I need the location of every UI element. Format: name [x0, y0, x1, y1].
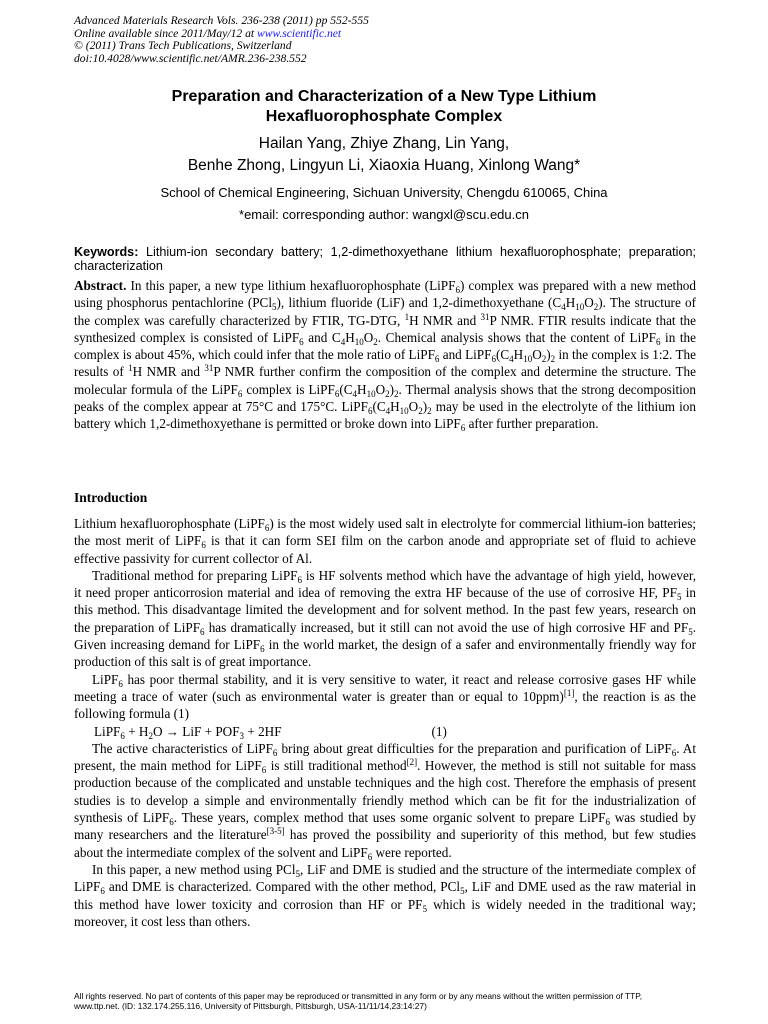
citation-ref[interactable]: [3-5] — [266, 826, 285, 837]
paper-title: Preparation and Characterization of a New Type Lithium Hexafluorophosphate Complex — [171, 88, 597, 125]
introduction-body — [74, 515, 696, 930]
copyright-line: © (2011) Trans Tech Publications, Switzerland — [74, 39, 292, 53]
rights-notice: All rights reserved. No part of contents of this paper may be reproduced or transmitted in any form or by any means without the written permission of TTP, — [74, 991, 643, 1001]
citation-ref[interactable]: [1] — [563, 687, 575, 698]
citation-ref[interactable]: [2] — [406, 757, 418, 768]
journal-info: Advanced Materials Research Vols. 236-238 (2011) pp 552-555 — [74, 14, 369, 27]
paragraph: In this paper, a new method using PCl$_5$, LiF and DME is studied and the structure of the intermediate complex of LiPF$_6$ and DME is characterized. Compared with the other method, PCl$_5$, LiF and DME used as the raw material in this method have lower toxicity and corrosion than HF or $PF_5$ which is widely needed in the traditional way; moreover, it cost less than others. — [74, 861, 696, 929]
abstract-label: Abstract. — [74, 278, 127, 293]
equation-number: (1) — [431, 723, 447, 739]
paragraph: Traditional method for preparing LiPF$_6$ is HF solvents method which have the advantage of high yield, however, it need proper anticorrosion material and idea of removing the extra HF because of the use of corrosive HF, $PF_5$ in this method. This disadvantage limited the development and for solvent method. In the past few years, research on the preparation of LiPF$_6$ has dramatically increased, but it still can not avoid the use of high corrosive HF and $PF_5$. Given increasing demand for LiPF$_6$ in the world market, the design of a safer and environmentally friendly way for production of this salt is of great importance. — [74, 567, 697, 670]
keywords-label: Keywords: — [74, 245, 139, 259]
publication-header — [74, 15, 369, 65]
paragraph: LiPF$_6$ has poor thermal stability, and it is very sensitive to water, it react and release corrosive gases HF while meeting a trace of water (such as environmental water is greater than or equal to 10ppm)[1], the reaction is as the following formula (1) — [74, 671, 696, 722]
section-heading-introduction: Introduction — [74, 490, 148, 505]
corresponding-email: *email: corresponding author: wangxl@scu.edu.cn — [239, 207, 529, 222]
author-list: Hailan Yang, Zhiye Zhang, Lin Yang, Benhe Zhong, Lingyun Li, Xiaoxia Huang, Xinlong Wang* — [187, 135, 581, 174]
abstract: Abstract. In this paper, a new type lithium hexafluorophosphate (LiPF$_6$) complex was prepared with a new method using phosphorus pentachlorine (PCl$_5$), lithium fluoride (LiF) and 1,2-dimethoxyethane $(C_4H_{10}O_2)$. The structure of the complex was carefully characterized by FTIR, TG-DTG, $^1$H NMR and $^{31}$P NMR. FTIR results indicate that the synthesized complex is consisted of LiPF$_6$ and $C_4H_{10}O_2$. Chemical analysis shows that the content of LiPF$_6$ in the complex is about 45%, which could infer that the mole ratio of LiPF$_6$ and $LiPF_6(C_4H_{10}O_2)_2$ in the complex is 1:2. The results of $^1$H NMR and $^{31}$P NMR further confirm the composition of the complex and determine the structure. The molecular formula of the LiPF$_6$ complex is $LiPF_6(C_4H_{10}O_2)_2$. Thermal analysis shows that the strong decomposition peaks of the complex appear at 75°C and 175°C. $LiPF_6(C_4H_{10}O_2)_2$ may be used in the electrolyte of the lithium ion battery which 1,2-dimethoxyethane is permitted or broke down into LiPF$_6$ after further preparation. — [74, 278, 697, 434]
chemical-equation: LiPF$_6$ + $H_2O$ → LiF + $POF_3 + 2HF$ (1) — [94, 723, 447, 741]
paragraph: The active characteristics of LiPF$_6$ bring about great difficulties for the preparation and purification of LiPF$_6$. At present, the main method for LiPF$_6$ is still traditional method[2]. However, the method is still not suitable for mass production because of the complicated and unstable techniques and the high cost. Therefore the emphasis of present studies is to develop a simple and environmentally friendly method which can be fit for the industrialization of synthesis of LiPF$_6$. These years, complex method that uses some organic solvent to prepare LiPF$_6$ was studied by many researchers and the literature[3-5] has proved the possibility and superiority of this method, but few studies about the intermediate complex of the solvent and LiPF$_6$ were reported. — [74, 740, 697, 862]
keywords: Keywords: Lithium-ion secondary battery; 1,2-dimethoxyethane lithium hexafluorophosphate; preparation; characterization — [74, 245, 696, 273]
publisher-link[interactable]: www.scientific.net — [257, 26, 342, 40]
paragraph: Lithium hexafluorophosphate (LiPF$_6$) is the most widely used salt in electrolyte for commercial lithium-ion batteries; the most merit of LiPF$_6$ is that it can form SEI film on the carbon anode and appropriate set of fluid to achieve effective passivity for current collector of Al. — [74, 516, 696, 566]
doi-line: doi:10.4028/www.scientific.net/AMR.236-238.552 — [74, 51, 307, 65]
access-info: www.ttp.net. (ID: 132.174.255.116, University of Pittsburgh, Pittsburgh, USA-11/11/14,23:14:27) — [74, 1001, 427, 1011]
online-availability: Online available since 2011/May/12 at www.scientific.net — [74, 26, 342, 40]
affiliation: School of Chemical Engineering, Sichuan University, Chengdu 610065, China — [160, 185, 608, 200]
page-footer — [74, 991, 714, 1011]
